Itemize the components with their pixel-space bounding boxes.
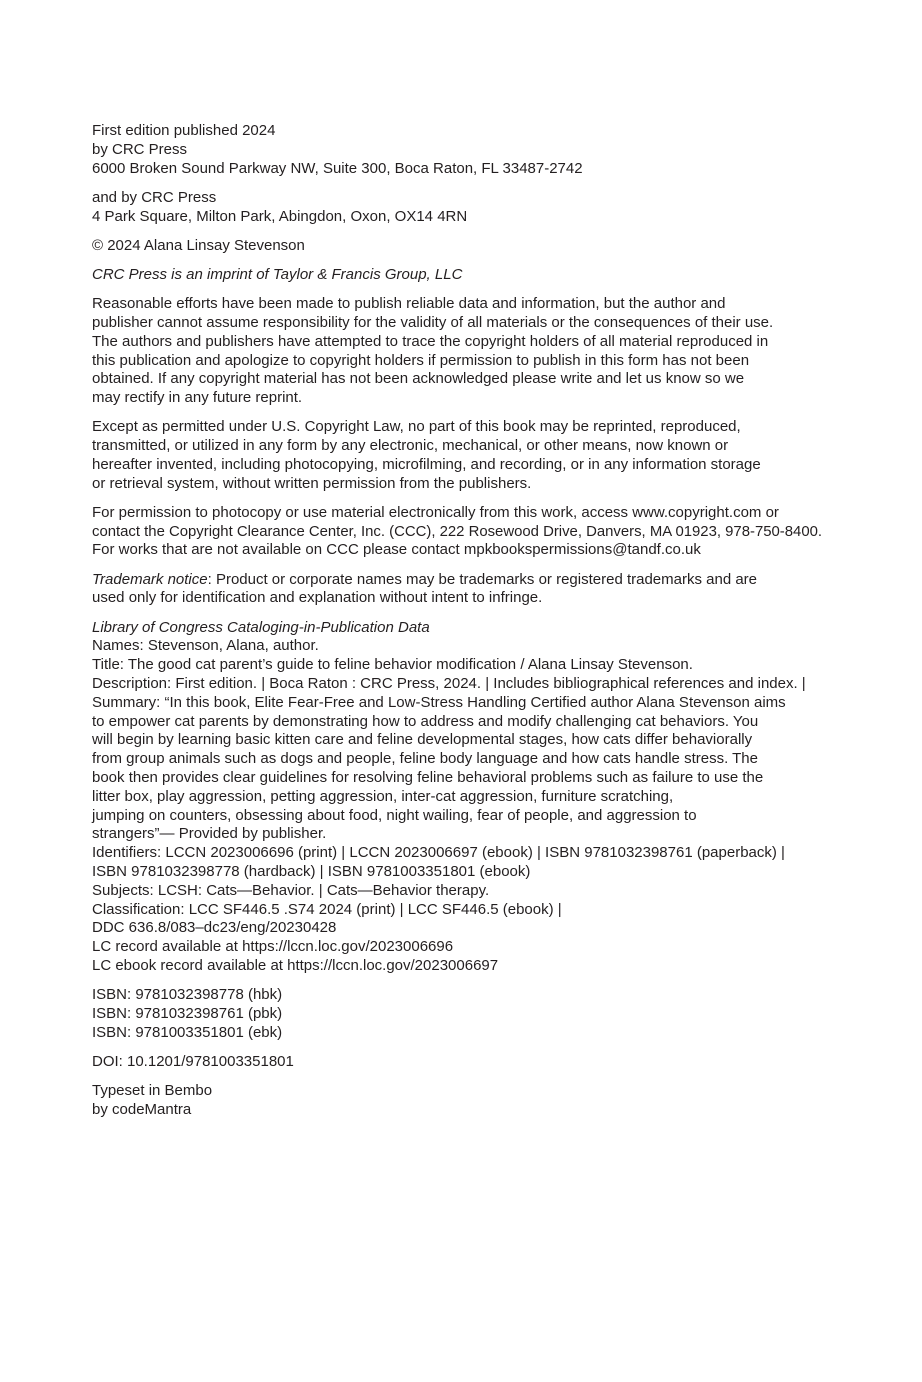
disclaimer-line: may rectify in any future reprint. — [92, 389, 303, 407]
second-publisher-address-line: 4 Park Square, Milton Park, Abingdon, Oxon, OX14 4RN — [92, 207, 468, 225]
isbn-line: ISBN: 9781003351801 (ebk) — [92, 1023, 283, 1041]
permission-line: contact the Copyright Clearance Center, Inc. (CCC), 222 Rosewood Drive, Danvers, MA 01923, 978-750-8400. — [92, 523, 823, 540]
cip-line: ISBN 9781032398778 (hardback) | ISBN 9781003351801 (ebook) — [92, 863, 531, 881]
cip-line: jumping on counters, obsessing about food, night wailing, fear of people, and aggression to — [92, 806, 697, 824]
trademark-line: used only for identification and explanation without intent to infringe. — [92, 589, 543, 607]
law-line: hereafter invented, including photocopying, microfilming, and recording, or in any information storage — [92, 455, 761, 473]
copyright-page — [92, 122, 822, 1130]
copyright-line: © 2024 Alana Linsay Stevenson — [92, 236, 305, 254]
disclaimer-line: obtained. If any copyright material has not been acknowledged please write and let us know so we — [92, 370, 745, 388]
cip-line: Identifiers: LCCN 2023006696 (print) | LCCN 2023006697 (ebook) | ISBN 9781032398761 (paperback) | — [92, 844, 785, 862]
disclaimer-line: publisher cannot assume responsibility for the validity of all materials or the consequences of their use. — [92, 313, 774, 331]
permission-paragraph — [92, 504, 822, 560]
cip-data-block — [92, 619, 822, 976]
cip-heading: Library of Congress Cataloging-in-Publication Data — [92, 618, 430, 636]
cip-line: to empower cat parents by demonstrating how to address and modify challenging cat behaviors. You — [92, 712, 759, 730]
second-publisher-line: and by CRC Press — [92, 188, 217, 206]
cip-line: DDC 636.8/083–dc23/eng/20230428 — [92, 919, 337, 937]
cip-line: from group animals such as dogs and people, feline body language and how cats handle stress. The — [92, 750, 758, 768]
copyright-law-paragraph — [92, 418, 822, 493]
cip-line: LC record available at https://lccn.loc.gov/2023006696 — [92, 938, 454, 956]
edition-line: First edition published 2024 — [92, 122, 276, 139]
typeset-block — [92, 1082, 822, 1120]
edition-block — [92, 122, 822, 178]
law-line: or retrieval system, without written permission from the publishers. — [92, 474, 532, 492]
law-line: transmitted, or utilized in any form by any electronic, mechanical, or other means, now known or — [92, 437, 729, 455]
disclaimer-line: this publication and apologize to copyright holders if permission to publish in this form has not been — [92, 351, 750, 369]
imprint-line: CRC Press is an imprint of Taylor & Francis Group, LLC — [92, 265, 463, 283]
typeset-line: Typeset in Bembo — [92, 1082, 213, 1100]
trademark-paragraph — [92, 571, 822, 609]
permission-line: For works that are not available on CCC please contact mpkbookspermissions@tandf.co.uk — [92, 541, 701, 559]
disclaimer-line: The authors and publishers have attempted to trace the copyright holders of all material reproduced in — [92, 332, 769, 350]
publisher-line: by CRC Press — [92, 140, 188, 158]
cip-line: litter box, play aggression, petting aggression, inter-cat aggression, furniture scratching, — [92, 787, 674, 805]
doi-line: DOI: 10.1201/9781003351801 — [92, 1052, 294, 1070]
trademark-line — [92, 571, 822, 590]
isbn-line: ISBN: 9781032398761 (pbk) — [92, 1004, 283, 1022]
cip-line: Summary: “In this book, Elite Fear-Free and Low-Stress Handling Certified author Alana Stevenson aims — [92, 693, 786, 711]
cip-line: Description: First edition. | Boca Raton : CRC Press, 2024. | Includes bibliographical references and index. | — [92, 675, 806, 693]
typesetter-line: by codeMantra — [92, 1100, 192, 1118]
permission-line: For permission to photocopy or use material electronically from this work, access www.copyright.com or — [92, 503, 779, 521]
disclaimer-line: Reasonable efforts have been made to publish reliable data and information, but the author and — [92, 295, 726, 313]
cip-line: will begin by learning basic kitten care and feline developmental stages, how cats differ behaviorally — [92, 731, 753, 749]
cip-line: book then provides clear guidelines for resolving feline behavioral problems such as failure to use the — [92, 769, 764, 787]
disclaimer-paragraph — [92, 295, 822, 408]
second-publisher-block — [92, 189, 822, 227]
cip-line: Classification: LCC SF446.5 .S74 2024 (print) | LCC SF446.5 (ebook) | — [92, 900, 562, 918]
cip-line: Title: The good cat parent’s guide to feline behavior modification / Alana Linsay Stevenson. — [92, 656, 693, 674]
isbn-block — [92, 986, 822, 1042]
copyright-notice — [92, 237, 822, 256]
trademark-label: Trademark notice — [92, 570, 208, 588]
cip-line: strangers”— Provided by publisher. — [92, 825, 327, 843]
law-line: Except as permitted under U.S. Copyright Law, no part of this book may be reprinted, reproduced, — [92, 418, 741, 436]
trademark-text: : Product or corporate names may be trademarks or registered trademarks and are — [207, 570, 758, 588]
publisher-address-line: 6000 Broken Sound Parkway NW, Suite 300, Boca Raton, FL 33487-2742 — [92, 159, 583, 177]
imprint-notice — [92, 266, 822, 285]
doi-block — [92, 1053, 822, 1072]
cip-line: Subjects: LCSH: Cats—Behavior. | Cats—Behavior therapy. — [92, 881, 490, 899]
cip-line: LC ebook record available at https://lccn.loc.gov/2023006697 — [92, 957, 499, 974]
isbn-line: ISBN: 9781032398778 (hbk) — [92, 986, 283, 1004]
cip-line: Names: Stevenson, Alana, author. — [92, 637, 319, 655]
